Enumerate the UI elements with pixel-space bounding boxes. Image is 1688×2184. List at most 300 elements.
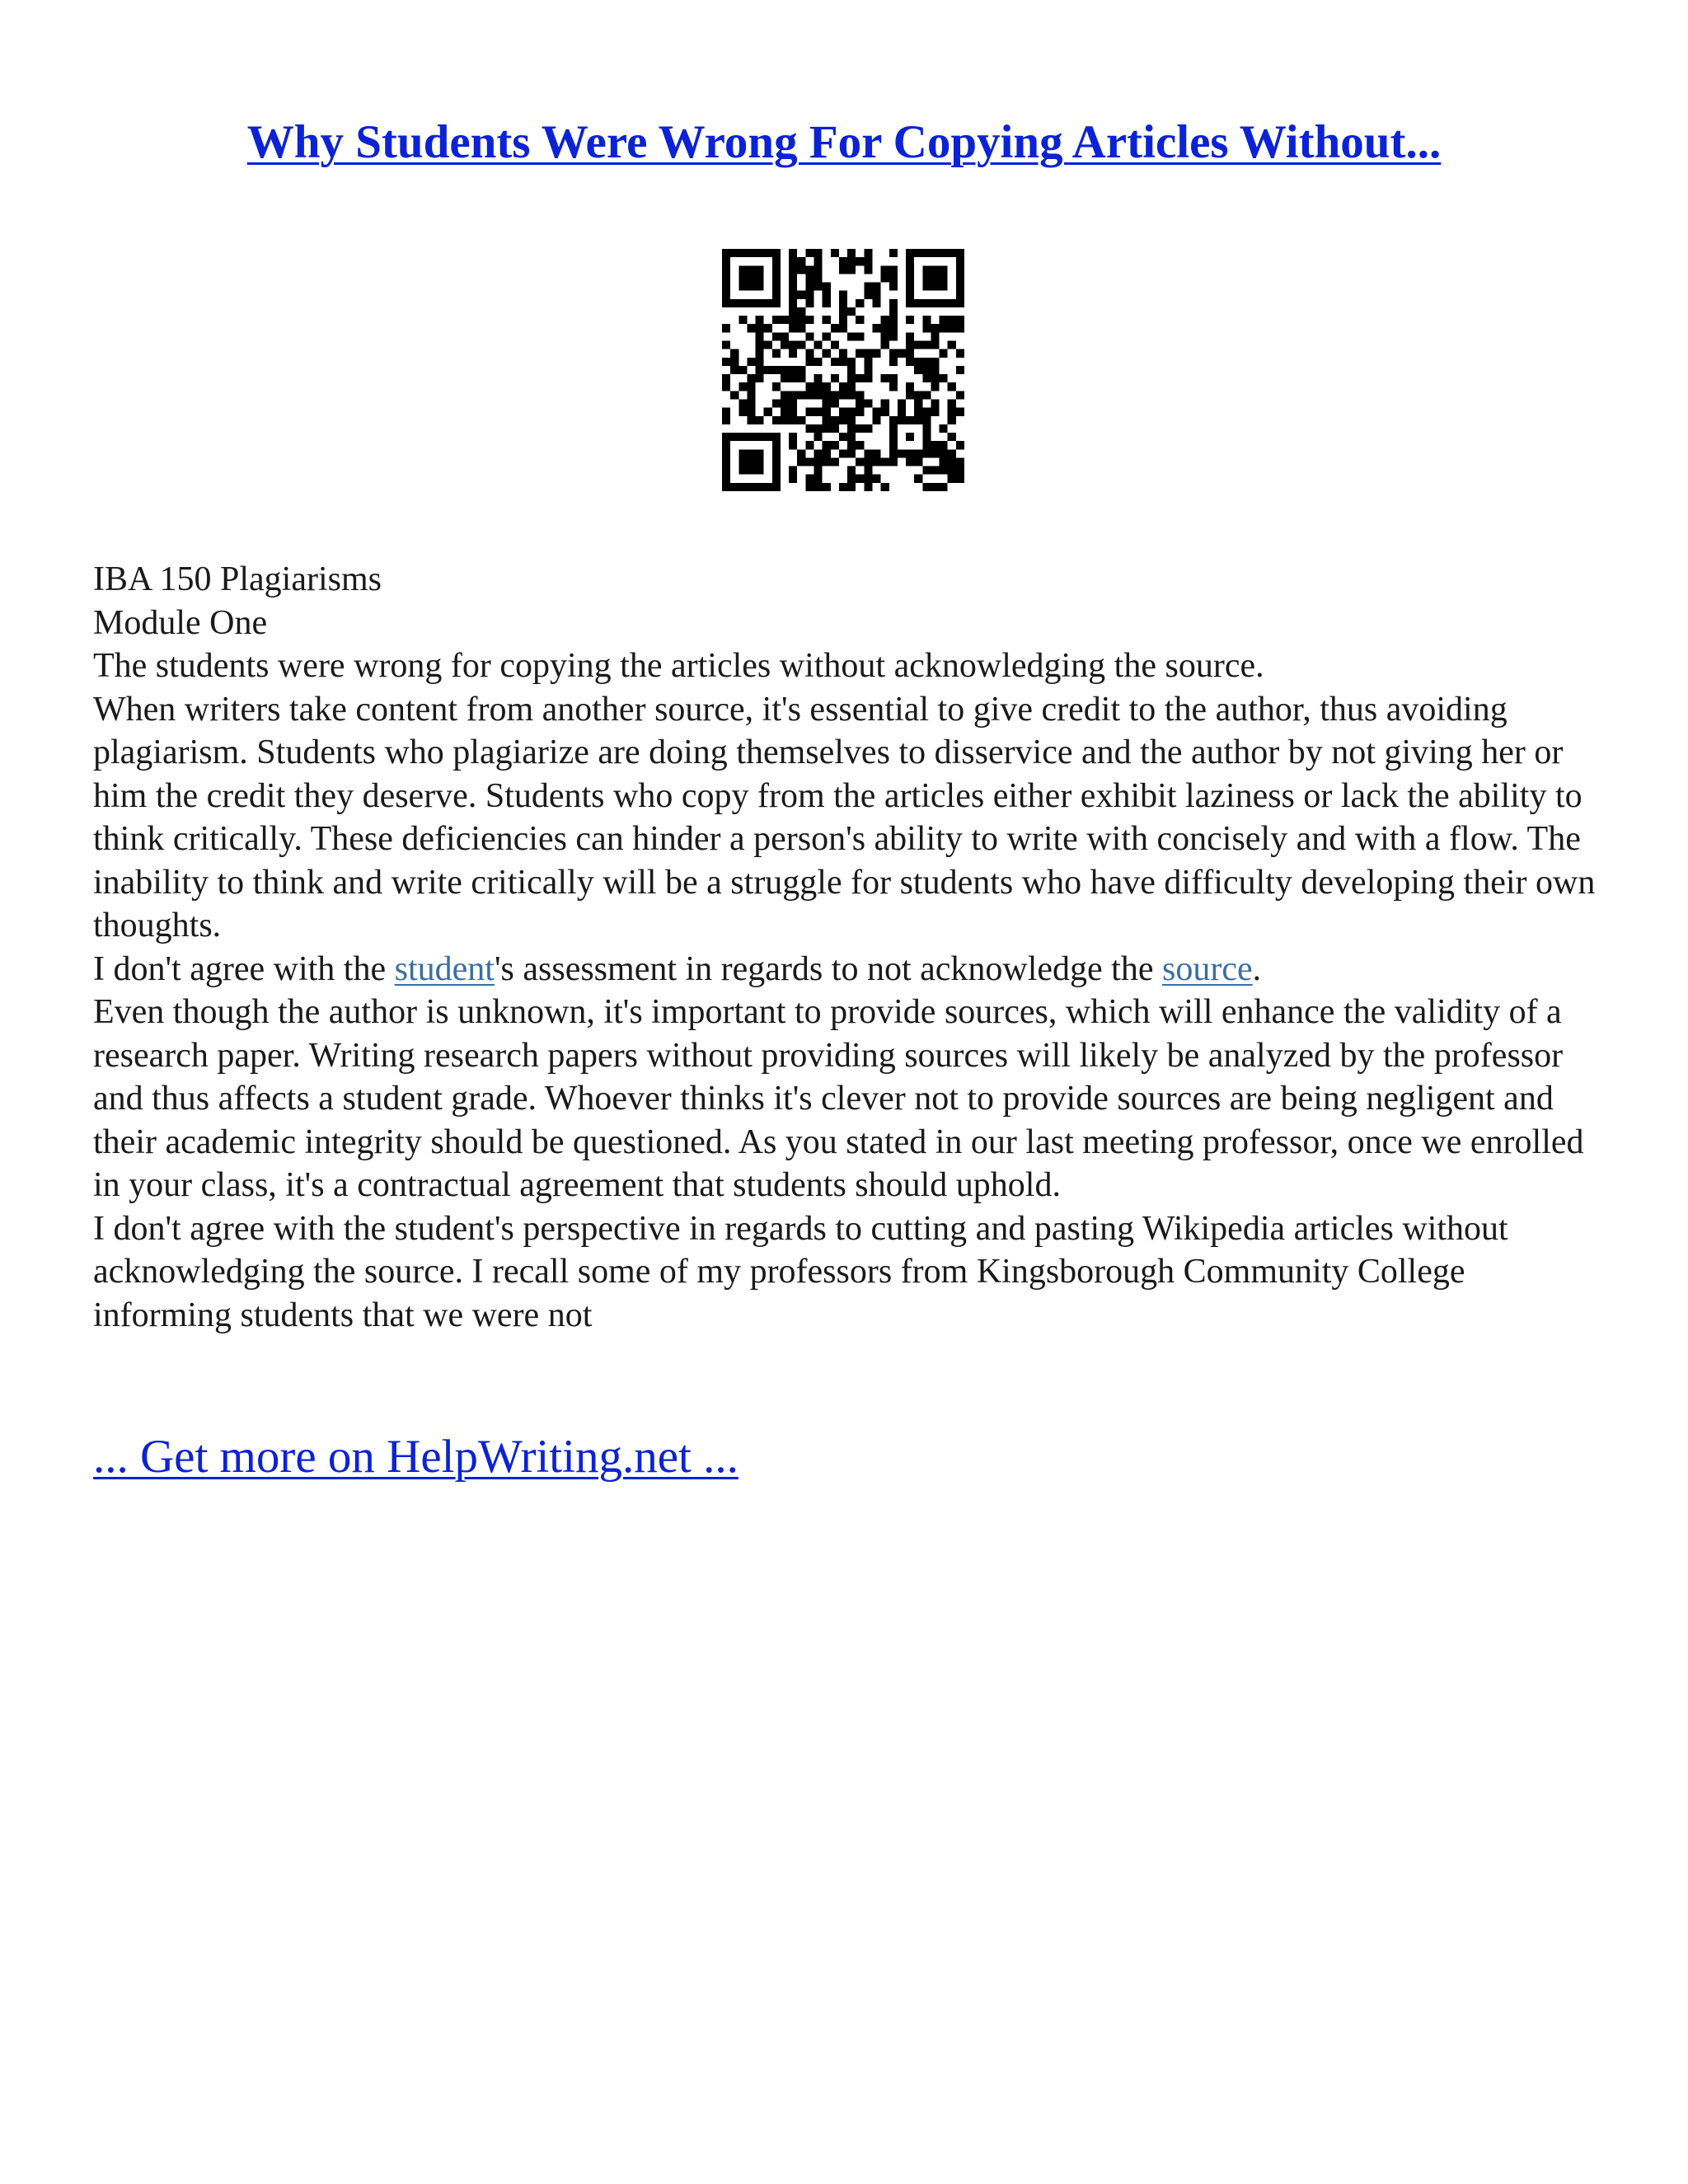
qr-module (789, 257, 797, 265)
qr-module (722, 274, 730, 282)
qr-module (914, 341, 922, 349)
qr-module (781, 416, 789, 424)
qr-module (889, 274, 898, 282)
qr-module (906, 265, 914, 274)
qr-module (906, 299, 914, 307)
qr-module (738, 408, 747, 416)
qr-module (948, 449, 956, 457)
qr-module (881, 332, 889, 340)
qr-module (722, 324, 730, 332)
qr-module (881, 408, 889, 416)
qr-module (722, 408, 730, 416)
source-link[interactable]: source (1162, 949, 1253, 988)
qr-module (881, 274, 889, 282)
qr-module (797, 265, 805, 274)
qr-module (814, 424, 823, 433)
qr-module (922, 366, 931, 374)
qr-module (956, 457, 964, 466)
paragraph-4: Even though the author is unknown, it's important to provide sources, which will enhance the validity of a research paper. Writing research papers without providing sources will likely be analyzed by the professor and thus affects a student grade. Whoever thinks it's clever not to provide sources are being negligent and their academic integrity should be questioned. As you stated in our last meeting professor, once we enrolled in your class, it's a contractual agreement that students should uphold. (93, 993, 1584, 1204)
qr-module (805, 358, 814, 366)
qr-module (805, 299, 814, 307)
qr-module (906, 257, 914, 265)
qr-module (738, 265, 747, 274)
qr-module (847, 433, 856, 441)
qr-module (805, 349, 814, 358)
qr-module (756, 433, 764, 441)
qr-module (881, 324, 889, 332)
qr-module (872, 449, 880, 457)
qr-module (772, 399, 781, 407)
qr-module (814, 257, 823, 265)
qr-module (847, 449, 856, 457)
qr-module (772, 349, 781, 358)
module-line: Module One (93, 603, 268, 642)
qr-module (889, 449, 898, 457)
qr-module (839, 291, 847, 299)
qr-module (823, 424, 831, 433)
qr-module (722, 483, 730, 491)
document-title-link[interactable]: Why Students Were Wrong For Copying Articles Without... (246, 116, 1442, 168)
qr-module (864, 483, 872, 491)
qr-module (789, 391, 797, 399)
qr-module (797, 341, 805, 349)
qr-module (948, 341, 956, 349)
qr-module (922, 274, 931, 282)
qr-module (823, 408, 831, 416)
qr-module (781, 399, 789, 407)
qr-module (797, 324, 805, 332)
qr-module (756, 466, 764, 475)
qr-module (914, 299, 922, 307)
qr-module (948, 433, 956, 441)
qr-module (898, 416, 906, 424)
qr-module (847, 257, 856, 265)
qr-module (839, 408, 847, 416)
qr-module (747, 433, 755, 441)
qr-module (789, 399, 797, 407)
qr-module (805, 249, 814, 257)
qr-module (914, 457, 922, 466)
qr-module (789, 307, 797, 316)
qr-module (772, 449, 781, 457)
qr-module (889, 307, 898, 316)
qr-module (797, 307, 805, 316)
qr-module (940, 274, 948, 282)
qr-module (914, 408, 922, 416)
qr-module (889, 382, 898, 391)
qr-module (747, 399, 755, 407)
qr-module (864, 457, 872, 466)
qr-module (956, 291, 964, 299)
qr-module (948, 408, 956, 416)
qr-module (805, 457, 814, 466)
qr-module (931, 249, 939, 257)
qr-module (738, 457, 747, 466)
qr-module (814, 274, 823, 282)
qr-module (839, 265, 847, 274)
qr-module (722, 382, 730, 391)
qr-module (797, 291, 805, 299)
qr-module (931, 299, 939, 307)
qr-module (814, 457, 823, 466)
qr-module (772, 283, 781, 291)
qr-module (948, 249, 956, 257)
qr-module (956, 283, 964, 291)
qr-module (772, 416, 781, 424)
qr-module (730, 483, 738, 491)
qr-module (906, 249, 914, 257)
qr-module (814, 449, 823, 457)
qr-module (906, 358, 914, 366)
qr-module (738, 399, 747, 407)
qr-module (814, 391, 823, 399)
qr-module (730, 358, 738, 366)
qr-module (747, 274, 755, 282)
qr-module (889, 416, 898, 424)
qr-module (898, 399, 906, 407)
qr-module (839, 382, 847, 391)
qr-module (956, 316, 964, 324)
qr-module (756, 249, 764, 257)
qr-module (781, 408, 789, 416)
qr-module (948, 316, 956, 324)
qr-module (738, 283, 747, 291)
qr-module (722, 433, 730, 441)
qr-module (814, 483, 823, 491)
qr-module (956, 349, 964, 358)
document-body (93, 558, 1601, 1337)
qr-module (738, 299, 747, 307)
qr-module (889, 441, 898, 449)
qr-module (889, 424, 898, 433)
qr-module (823, 416, 831, 424)
qr-module (722, 249, 730, 257)
qr-module (889, 265, 898, 274)
qr-module (805, 382, 814, 391)
qr-module (747, 382, 755, 391)
qr-module (772, 366, 781, 374)
qr-module (956, 257, 964, 265)
qr-module (738, 483, 747, 491)
qr-module (889, 299, 898, 307)
qr-module (940, 324, 948, 332)
qr-module (722, 299, 730, 307)
qr-module (747, 374, 755, 382)
qr-module (814, 475, 823, 483)
paragraph-3 (93, 948, 1601, 991)
qr-module (847, 391, 856, 399)
qr-module (747, 249, 755, 257)
qr-module (772, 441, 781, 449)
qr-module (956, 466, 964, 475)
qr-module (847, 416, 856, 424)
paragraph-5: I don't agree with the student's perspective in regards to cutting and pasting Wikipedia articles without acknowledging the source. I recall some of my professors from Kingsborough Community College informing students that we were not (93, 1209, 1508, 1334)
qr-module (956, 274, 964, 282)
qr-module (772, 257, 781, 265)
qr-module (940, 457, 948, 466)
qr-module (781, 341, 789, 349)
qr-module (756, 416, 764, 424)
qr-module (956, 391, 964, 399)
qr-module (906, 416, 914, 424)
qr-module (756, 324, 764, 332)
qr-module (872, 299, 880, 307)
qr-module (831, 416, 839, 424)
qr-module (823, 291, 831, 299)
qr-module (864, 399, 872, 407)
qr-module (872, 475, 880, 483)
qr-module (764, 366, 772, 374)
qr-module (906, 433, 914, 441)
qr-module (948, 466, 956, 475)
qr-module (730, 433, 738, 441)
qr-module (922, 424, 931, 433)
qr-module (948, 324, 956, 332)
qr-module (856, 349, 864, 358)
qr-module (772, 382, 781, 391)
qr-module (856, 257, 864, 265)
qr-module (805, 441, 814, 449)
qr-module (914, 249, 922, 257)
qr-module (722, 341, 730, 349)
qr-module (839, 299, 847, 307)
qr-module (856, 408, 864, 416)
qr-module (914, 449, 922, 457)
qr-module (906, 291, 914, 299)
qr-module (906, 382, 914, 391)
qr-module (847, 466, 856, 475)
qr-module (940, 283, 948, 291)
qr-module (922, 408, 931, 416)
qr-module (931, 324, 939, 332)
qr-module (772, 483, 781, 491)
qr-module (789, 274, 797, 282)
qr-module (931, 408, 939, 416)
qr-module (781, 316, 789, 324)
qr-module (814, 358, 823, 366)
qr-module (747, 457, 755, 466)
qr-code-icon (722, 249, 964, 491)
qr-module (764, 299, 772, 307)
qr-module (747, 416, 755, 424)
paragraph-3-middle: 's assessment in regards to not acknowledge the (494, 949, 1162, 988)
qr-module (889, 433, 898, 441)
qr-module (756, 457, 764, 466)
qr-module (948, 416, 956, 424)
qr-module (906, 332, 914, 340)
qr-module (805, 424, 814, 433)
qr-module (922, 265, 931, 274)
qr-module (789, 291, 797, 299)
qr-module (738, 316, 747, 324)
qr-module (922, 449, 931, 457)
qr-module (805, 274, 814, 282)
qr-module (940, 441, 948, 449)
qr-module (864, 366, 872, 374)
qr-module (948, 299, 956, 307)
qr-module (789, 441, 797, 449)
paragraph-3-end: . (1252, 949, 1262, 988)
qr-module (772, 466, 781, 475)
qr-module (864, 291, 872, 299)
qr-module (831, 358, 839, 366)
qr-module (722, 441, 730, 449)
qr-module (881, 316, 889, 324)
qr-module (864, 257, 872, 265)
qr-module (764, 408, 772, 416)
qr-module (931, 382, 939, 391)
qr-module (747, 391, 755, 399)
qr-module (823, 283, 831, 291)
qr-module (856, 399, 864, 407)
qr-module (805, 483, 814, 491)
qr-module (889, 324, 898, 332)
qr-module (956, 299, 964, 307)
qr-module (847, 408, 856, 416)
qr-module (940, 349, 948, 358)
qr-module (823, 332, 831, 340)
qr-module (772, 299, 781, 307)
paragraph-3-start: I don't agree with the (93, 949, 395, 988)
qr-module (847, 475, 856, 483)
qr-module (747, 449, 755, 457)
qr-module (956, 408, 964, 416)
qr-module (847, 441, 856, 449)
qr-module (864, 449, 872, 457)
qr-module (722, 457, 730, 466)
qr-module (881, 374, 889, 382)
qr-module (856, 391, 864, 399)
qr-module (823, 316, 831, 324)
qr-module (756, 332, 764, 340)
qr-module (756, 341, 764, 349)
qr-module (789, 475, 797, 483)
qr-module (906, 274, 914, 282)
qr-module (931, 341, 939, 349)
qr-module (914, 391, 922, 399)
qr-module (747, 283, 755, 291)
qr-module (906, 391, 914, 399)
qr-module (948, 382, 956, 391)
qr-module (906, 316, 914, 324)
qr-module (823, 441, 831, 449)
qr-module (738, 466, 747, 475)
qr-module (772, 457, 781, 466)
qr-module (730, 349, 738, 358)
qr-module (805, 316, 814, 324)
student-link[interactable]: student (394, 949, 495, 988)
qr-module (922, 324, 931, 332)
qr-module (789, 316, 797, 324)
qr-module (797, 366, 805, 374)
qr-module (781, 332, 789, 340)
qr-module (722, 291, 730, 299)
qr-module (931, 283, 939, 291)
qr-module (764, 249, 772, 257)
qr-module (814, 408, 823, 416)
qr-module (914, 358, 922, 366)
qr-module (922, 316, 931, 324)
qr-module (797, 257, 805, 265)
get-more-link[interactable]: ... Get more on HelpWriting.net ... (93, 1431, 738, 1483)
qr-module (814, 433, 823, 441)
qr-module (831, 441, 839, 449)
qr-module (839, 324, 847, 332)
qr-module (805, 391, 814, 399)
qr-module (839, 257, 847, 265)
qr-module (738, 366, 747, 374)
qr-module (847, 332, 856, 340)
qr-module (839, 316, 847, 324)
qr-module (839, 433, 847, 441)
qr-module (789, 249, 797, 257)
qr-module (872, 408, 880, 416)
qr-module (789, 265, 797, 274)
qr-module (738, 449, 747, 457)
qr-module (956, 324, 964, 332)
paragraph-2: When writers take content from another source, it's essential to give credit to the author, thus avoiding plagiarism. Students who plagiarize are doing themselves to disservice and the author by not giving her or him the credit they deserve. Students who copy from the articles either exhibit laziness or lack the ability to think critically. These deficiencies can hinder a person's ability to write with concisely and with a flow. The inability to think and write critically will be a struggle for students who have difficulty developing their own thoughts. (93, 690, 1596, 944)
qr-module (839, 416, 847, 424)
qr-module (940, 265, 948, 274)
qr-module (722, 265, 730, 274)
qr-module (940, 424, 948, 433)
qr-module (722, 466, 730, 475)
qr-module (722, 358, 730, 366)
qr-module (772, 265, 781, 274)
qr-module (831, 391, 839, 399)
qr-module (847, 374, 856, 382)
qr-module (805, 291, 814, 299)
qr-module (889, 283, 898, 291)
qr-module (730, 299, 738, 307)
qr-module (847, 249, 856, 257)
qr-module (747, 408, 755, 416)
qr-module (889, 374, 898, 382)
qr-module (856, 457, 864, 466)
qr-module (889, 349, 898, 358)
qr-module (756, 449, 764, 457)
qr-module (764, 341, 772, 349)
qr-module (831, 341, 839, 349)
qr-module (789, 341, 797, 349)
qr-module (747, 324, 755, 332)
qr-module (722, 374, 730, 382)
qr-module (789, 374, 797, 382)
qr-module (805, 408, 814, 416)
qr-module (931, 332, 939, 340)
qr-module (889, 358, 898, 366)
qr-module (922, 391, 931, 399)
qr-module (956, 249, 964, 257)
qr-module (823, 399, 831, 407)
qr-module (789, 408, 797, 416)
qr-module (956, 475, 964, 483)
qr-module (914, 416, 922, 424)
qr-module (864, 283, 872, 291)
qr-module (889, 316, 898, 324)
qr-module (722, 449, 730, 457)
qr-module (823, 391, 831, 399)
qr-module (847, 424, 856, 433)
qr-module (948, 399, 956, 407)
qr-module (872, 416, 880, 424)
qr-module (756, 316, 764, 324)
qr-module (914, 399, 922, 407)
qr-module (789, 416, 797, 424)
qr-module (864, 424, 872, 433)
qr-module (872, 291, 880, 299)
qr-module (839, 449, 847, 457)
